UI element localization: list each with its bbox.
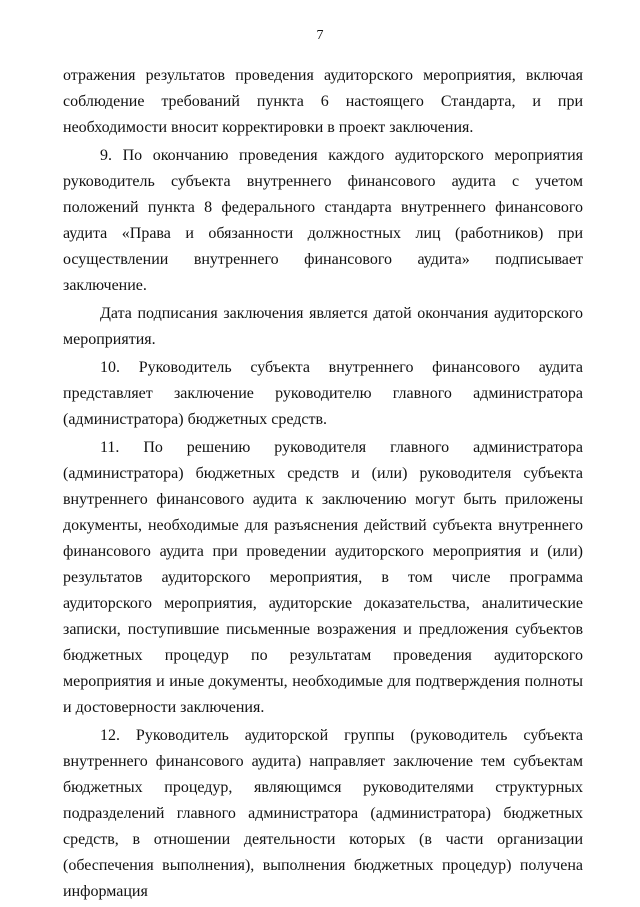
page-number: 7 xyxy=(316,28,324,43)
paragraph-continuation: отражения результатов проведения аудиторского мероприятия, включая соблюдение требований пункта 6 настоящего Стандарта, и при необходимости вносит корректировки в проект заключения. xyxy=(63,67,583,136)
paragraph-12: 12. Руководитель аудиторской группы (руководитель субъекта внутреннего финансового аудита) направляет заключение тем субъектам бюджетных процедур, являющимся руководителями структурных подразделений главного администратора (администратора) бюджетных средств, в отношении деятельности которых (в части организации (обеспечения выполнения), выполнения бюджетных процедур) получена информация xyxy=(63,727,583,900)
paragraph-11: 11. По решению руководителя главного администратора (администратора) бюджетных средств и (или) руководителя субъекта внутреннего финансового аудита к заключению могут быть приложены документы, необходимые для разъяснения действий субъекта внутреннего финансового аудита при проведении аудиторского мероприятия и (или) результатов аудиторского мероприятия, в том числе программа аудиторского мероприятия, аудиторские доказательства, аналитические записки, поступившие письменные возражения и предложения субъектов бюджетных процедур по результатам проведения аудиторского мероприятия и иные документы, необходимые для подтверждения полноты и достоверности заключения. xyxy=(63,439,583,716)
paragraph-10: 10. Руководитель субъекта внутреннего финансового аудита представляет заключение руководителю главного администратора (администратора) бюджетных средств. xyxy=(63,359,583,428)
paragraph-9: 9. По окончанию проведения каждого аудиторского мероприятия руководитель субъекта внутреннего финансового аудита с учетом положений пункта 8 федерального стандарта внутреннего финансового аудита «Права и обязанности должностных лиц (работников) при осуществлении внутреннего финансового аудита» подписывает заключение. xyxy=(63,147,583,294)
paragraph-signing-date: Дата подписания заключения является датой окончания аудиторского мероприятия. xyxy=(63,305,583,348)
document-body xyxy=(63,63,583,907)
